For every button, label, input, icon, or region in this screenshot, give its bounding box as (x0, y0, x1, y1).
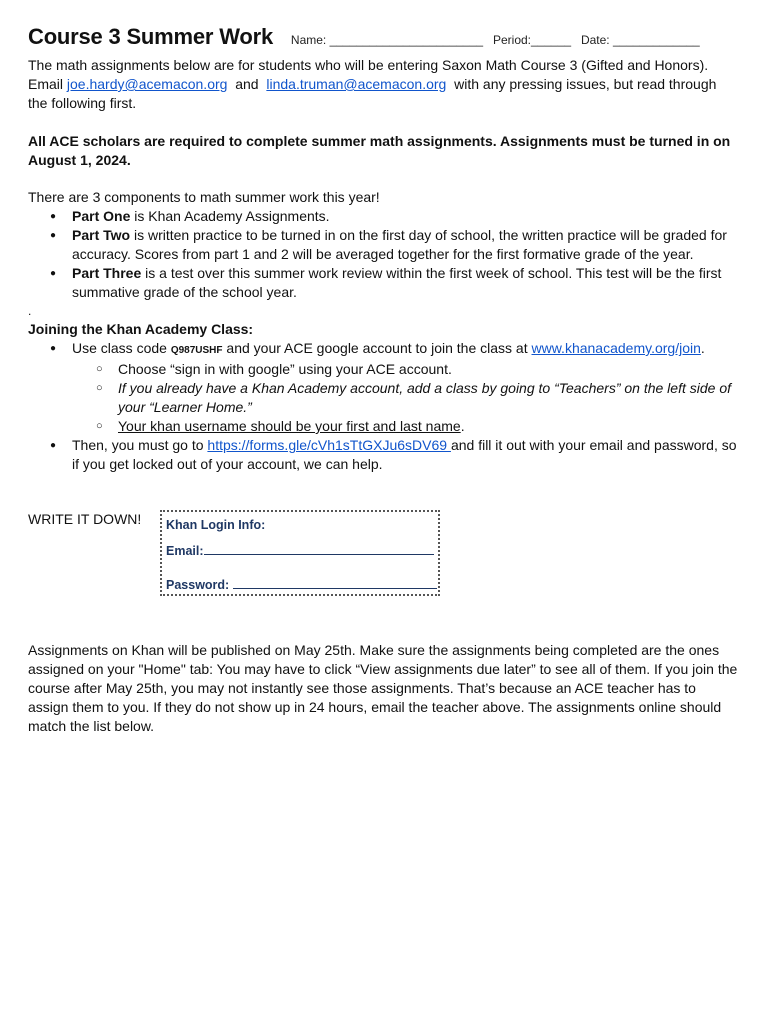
sub-item-text: Your khan username should be your first and last name (118, 418, 461, 434)
components-intro: There are 3 components to math summer work this year! (28, 189, 380, 205)
header-row (28, 24, 700, 50)
part-label: Part Two (72, 227, 131, 243)
part-text: is written practice to be turned in on the first day of school, the written practice will be graded for accuracy. Scores from part 1 and 2 will be averaged together for the first formative grade of the year. (72, 227, 727, 262)
stray-period: . (28, 304, 32, 318)
khan-login-box (160, 510, 440, 596)
password-label: Password: (166, 578, 233, 592)
list-item (28, 360, 738, 379)
class-code: Q987USHF (170, 345, 223, 356)
name-field: Name: _______________________ (290, 33, 484, 47)
part-label: Part Three (72, 265, 142, 281)
joining-heading: Joining the Khan Academy Class: (28, 321, 254, 337)
list-item (28, 264, 738, 302)
text: and your ACE google account to join the class at (222, 340, 532, 356)
text: Use class code (72, 340, 171, 356)
login-box-title: Khan Login Info: (166, 518, 266, 532)
email-link-linda[interactable]: linda.truman@acemacon.org (266, 76, 447, 92)
intro-paragraph (28, 56, 738, 113)
text: . (460, 418, 465, 434)
email-blank (204, 542, 434, 555)
period-field: Period:______ (492, 33, 572, 47)
text: and fill it out with your email and password, so if you get locked out of your account, we can help. (72, 437, 737, 472)
components-list (28, 207, 738, 302)
password-blank (233, 576, 437, 589)
email-and: and (235, 76, 259, 92)
list-item (28, 339, 738, 360)
page-title: Course 3 Summer Work (28, 24, 274, 49)
date-field: Date: _____________ (580, 33, 700, 47)
write-it-down-label: WRITE IT DOWN! (28, 511, 142, 527)
khan-join-link[interactable]: www.khanacademy.org/join (531, 340, 701, 356)
intro-line: The math assignments below are for students who will be entering Saxon Math Course 3 (Gifted and Honors). (28, 57, 709, 73)
email-suffix: with any pressing issues, but read through the following first. (28, 76, 717, 111)
list-item (28, 226, 738, 264)
joining-list (28, 339, 738, 474)
part-label: Part One (72, 208, 131, 224)
google-form-link[interactable]: https://forms.gle/cVh1sTtGXJu6sDV69 (207, 437, 451, 453)
components-section (28, 188, 738, 302)
deadline-notice: All ACE scholars are required to complete summer math assignments. Assignments must be turned in on August 1, 2024. (28, 133, 731, 168)
list-item (28, 417, 738, 436)
assignments-paragraph: Assignments on Khan will be published on May 25th. Make sure the assignments being completed are the ones assigned on your "Home" tab: You may have to click “View assignments due later” to see all of them. If you join the course after May 25th, you may not instantly see those assignments. That’s because an ACE teacher has to assign them to you. If they do not show up in 24 hours, email the teacher above. The assignments online should match the list below. (28, 642, 738, 734)
password-line (166, 576, 437, 595)
list-item (28, 207, 738, 226)
text: Then, you must go to (72, 437, 208, 453)
joining-section (28, 320, 738, 474)
sub-item-text: Choose “sign in with google” using your ACE account. (118, 361, 452, 377)
part-text: is a test over this summer work review within the first week of school. This test will be the first summative grade of the school year. (72, 265, 722, 300)
email-line (166, 542, 434, 561)
email-label: Email: (166, 544, 204, 558)
list-item (28, 436, 738, 474)
sub-item-text: If you already have a Khan Academy account, add a class by going to “Teachers” on the left side of your “Learner Home.” (118, 380, 731, 415)
part-text: is Khan Academy Assignments. (130, 208, 330, 224)
email-prefix: Email (28, 76, 64, 92)
email-link-joe[interactable]: joe.hardy@acemacon.org (66, 76, 228, 92)
text: . (700, 340, 705, 356)
list-item (28, 379, 738, 417)
